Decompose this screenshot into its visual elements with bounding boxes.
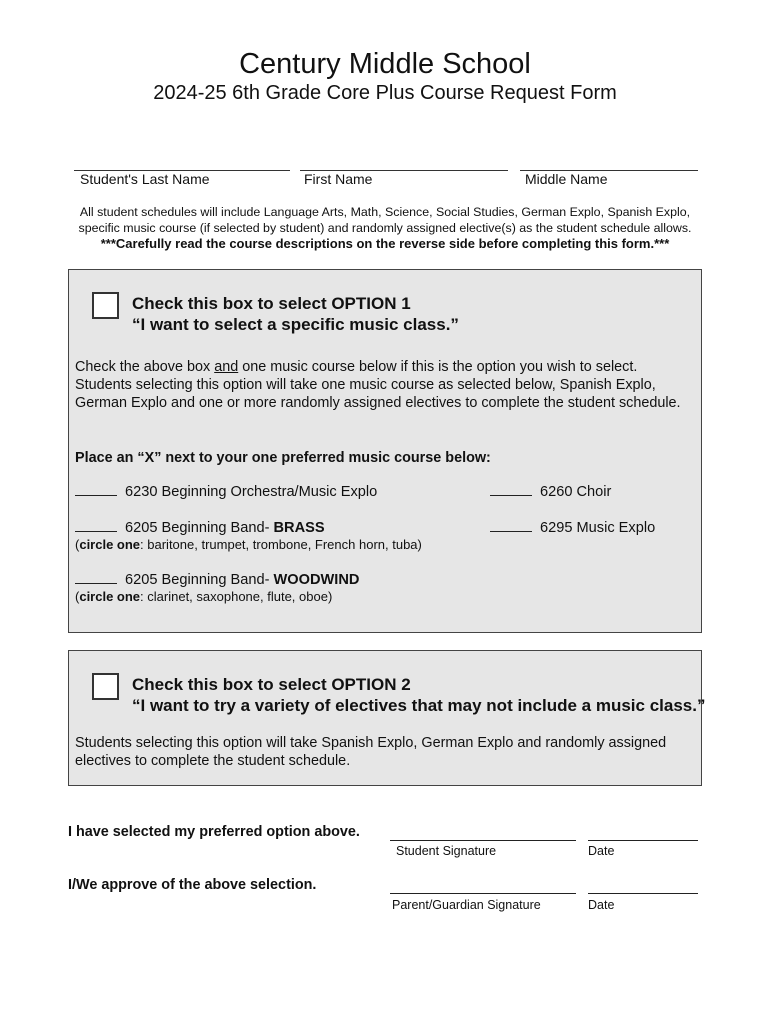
option1-instruction: Place an “X” next to your one preferred music course below: [75,450,491,466]
course-orchestra-label: 6230 Beginning Orchestra/Music Explo [125,484,378,500]
course-music-explo-blank[interactable] [490,519,532,532]
parent-signature-field[interactable] [390,881,576,894]
woodwind-open-paren: ( [75,589,80,604]
course-music-explo-label: 6295 Music Explo [540,520,656,536]
option2-description: Students selecting this option will take Spanish Explo, German Explo and randomly assigned electives to complete the student schedule. [75,735,667,769]
course-orchestra-blank[interactable] [75,483,117,496]
student-date-field[interactable] [588,828,698,841]
woodwind-instrument-list: : clarinet, saxophone, flute, oboe) [140,589,333,604]
option1-checkbox[interactable] [92,292,119,319]
course-brass-bold: BRASS [273,520,325,536]
brass-open-paren: ( [75,537,80,552]
parent-date-field[interactable] [588,881,698,894]
first-name-label: First Name [304,171,373,187]
woodwind-circle-one: circle one [79,589,141,604]
option1-quote: “I want to select a specific music class.” [132,315,459,334]
form-title: Century Middle School [239,48,531,80]
option2-heading: Check this box to select OPTION 2 [132,675,411,694]
intro-paragraph: All student schedules will include Language Arts, Math, Science, Social Studies, German Explo, Spanish Explo, specific music course (if selected by student) and randomly assigned elective(s) as the student schedule allows. [78,205,692,235]
course-choir-blank[interactable] [490,483,532,496]
brass-instrument-list: : baritone, trumpet, trombone, French horn, tuba) [140,537,422,552]
brass-circle-one: circle one [79,537,141,552]
option1-desc-rest: one music course below if this is the option you wish to select. Students selecting this option will take one music course as selected below, Spanish Explo, German Explo and one or more randomly assigned electives to complete the student schedule. [75,359,681,411]
option1-desc-and: and [214,359,239,375]
parent-date-label: Date [588,898,615,912]
parent-statement: I/We approve of the above selection. [68,877,317,893]
option1-description [75,358,695,412]
course-choir [490,483,611,500]
course-brass-blank[interactable] [75,519,117,532]
student-signature-field[interactable] [390,828,576,841]
woodwind-instruments-note [75,589,332,604]
intro-text [62,204,708,252]
course-brass-label: 6205 Beginning Band- [125,520,274,536]
student-date-label: Date [588,844,615,858]
brass-instruments-note [75,537,422,552]
option1-desc-start: Check the above box [75,359,215,375]
course-orchestra [75,483,377,500]
course-woodwind [75,571,359,588]
first-name-field[interactable] [300,158,508,171]
option1-heading-block [132,293,459,335]
middle-name-field[interactable] [520,158,698,171]
option2-checkbox[interactable] [92,673,119,700]
parent-signature-label: Parent/Guardian Signature [392,898,541,912]
course-choir-label: 6260 Choir [540,484,612,500]
course-woodwind-blank[interactable] [75,571,117,584]
intro-warning: ***Carefully read the course descriptions on the reverse side before completing this form.*** [100,236,670,251]
form-subtitle: 2024-25 6th Grade Core Plus Course Request Form [153,82,617,104]
course-woodwind-label: 6205 Beginning Band- [125,572,274,588]
course-music-explo [490,519,655,536]
option2-heading-block [132,674,705,716]
course-brass [75,519,325,536]
middle-name-label: Middle Name [525,171,608,187]
last-name-label: Student's Last Name [80,171,210,187]
student-signature-label: Student Signature [396,844,497,858]
option2-quote: “I want to try a variety of electives that may not include a music class.” [132,696,706,715]
option1-heading: Check this box to select OPTION 1 [132,294,411,313]
student-statement: I have selected my preferred option above. [68,824,360,840]
last-name-field[interactable] [74,158,290,171]
course-woodwind-bold: WOODWIND [273,572,360,588]
